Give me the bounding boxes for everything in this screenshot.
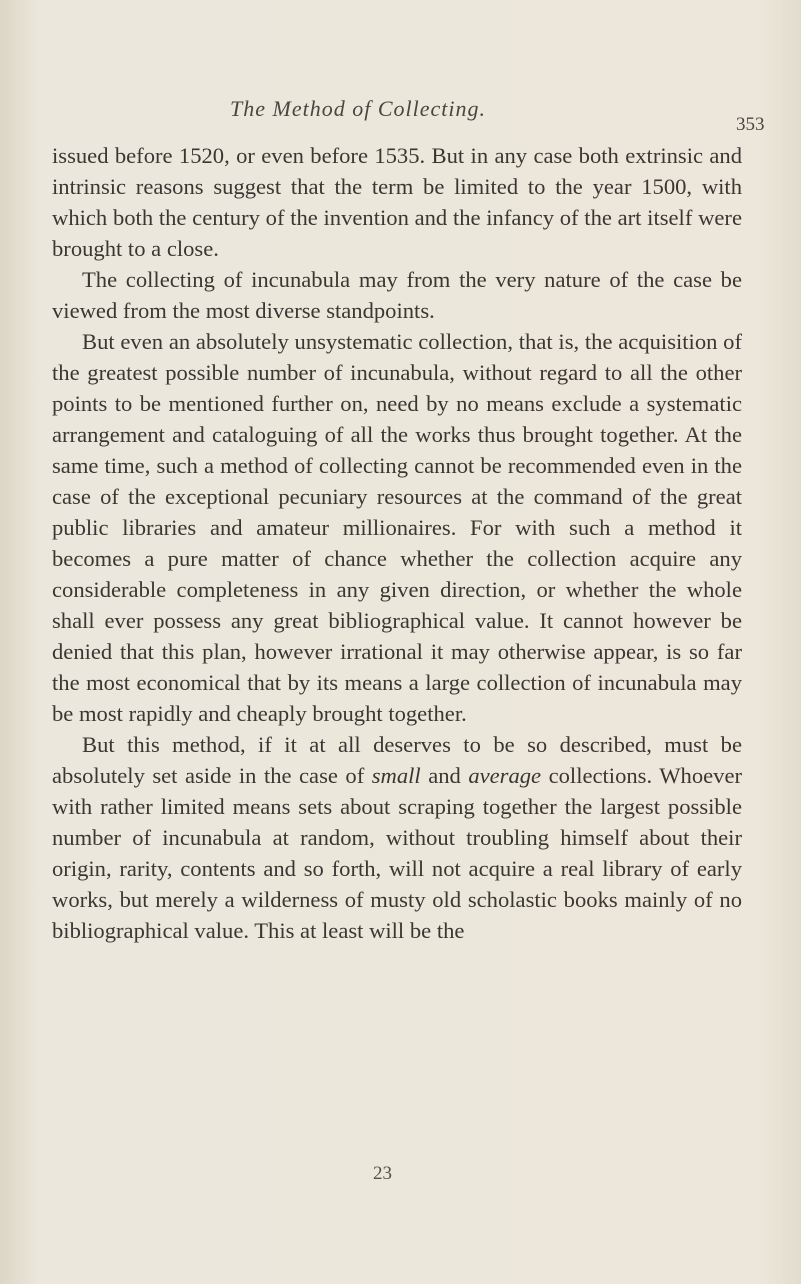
paragraph-2: The collecting of incunabula may from the very nature of the case be viewed from the most diverse standpoints.: [52, 267, 742, 323]
emphasis-average: average: [468, 763, 542, 788]
paragraph-1: issued before 1520, or even before 1535. But in any case both extrinsic and intrinsic reasons suggest that the term be limited to the year 1500, with which both the century of the invention and the infancy of the art itself were brought to a close.: [52, 143, 742, 261]
paragraph-4-start: But this method, if it at all deserves to be so described, must be absolutely set aside in the case of: [52, 732, 742, 788]
body-text: [52, 140, 742, 946]
running-title: The Method of Collecting.: [230, 96, 486, 121]
paragraph-3: But even an absolutely unsystematic collection, that is, the acquisition of the greatest possible number of incunabula, without regard to all the other points to be mentioned further on, need by no means exclude a systematic arrangement and cataloguing of all the works thus brought together. At the same time, such a method of collecting cannot be recommended even in the case of the exceptional pecuniary resources at the command of the great public libraries and amateur millionaires. For with such a method it becomes a pure matter of chance whether the collection acquire any considerable completeness in any given direction, or whether the whole shall ever possess any great bibliographical value. It cannot however be denied that this plan, however irrational it may otherwise appear, is so far the most economical that by its means a large collection of incunabula may be most rapidly and cheaply brought together.: [52, 329, 742, 726]
paragraph-4-mid: and: [420, 763, 469, 788]
signature-mark: 23: [373, 1163, 392, 1184]
paragraph-4-end: collections. Whoever with rather limited means sets about scraping together the largest possible number of incunabula at random, without troubling himself about their origin, rarity, contents and so forth, will not acquire a real library of early works, but merely a wilderness of musty old scholastic books mainly of no bibliographical value. This at least will be the: [52, 763, 742, 943]
paragraph-4: [52, 729, 742, 946]
emphasis-small: small: [371, 763, 421, 788]
page-header: [0, 96, 801, 135]
page-number: 353: [736, 114, 765, 135]
